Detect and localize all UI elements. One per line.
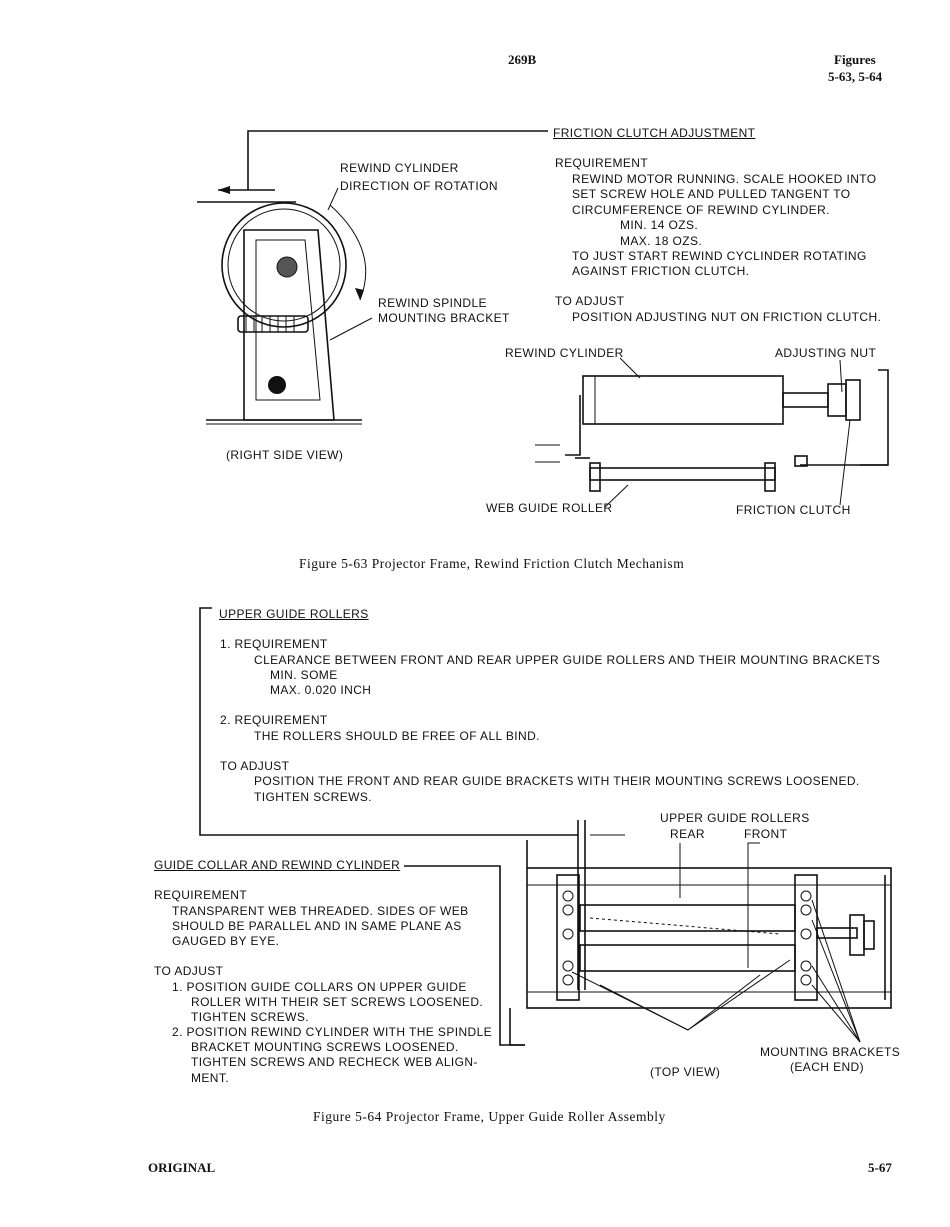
collar-requirement-line: SHOULD BE PARALLEL AND IN SAME PLANE AS	[172, 919, 462, 933]
label-web-guide-roller: WEB GUIDE ROLLER	[486, 501, 613, 515]
collar-requirement-label: REQUIREMENT	[154, 888, 248, 902]
figure-5-63-caption: Figure 5-63 Projector Frame, Rewind Friction Clutch Mechanism	[299, 556, 685, 571]
label-friction-clutch: FRICTION CLUTCH	[736, 503, 851, 517]
collar-step1-line: TIGHTEN SCREWS.	[191, 1010, 310, 1024]
label-rear: REAR	[670, 827, 705, 841]
upper-req1-label: 1. REQUIREMENT	[220, 637, 328, 651]
clutch-adjust-line: POSITION ADJUSTING NUT ON FRICTION CLUTCH.	[572, 310, 882, 324]
upper-req2-text: THE ROLLERS SHOULD BE FREE OF ALL BIND.	[254, 729, 540, 743]
collar-step2-line: TIGHTEN SCREWS AND RECHECK WEB ALIGN-	[191, 1055, 478, 1069]
label-rewind-cylinder-elevation: REWIND CYLINDER	[505, 346, 624, 360]
collar-step2-line: 2. POSITION REWIND CYLINDER WITH THE SPINDLE	[172, 1025, 493, 1039]
label-rewind-cylinder: REWIND CYLINDER	[340, 161, 459, 175]
label-adjusting-nut: ADJUSTING NUT	[775, 346, 877, 360]
clutch-requirement-line: CIRCUMFERENCE OF REWIND CYLINDER.	[572, 203, 830, 217]
upper-adjust-label: TO ADJUST	[220, 759, 290, 773]
collar-requirement-line: TRANSPARENT WEB THREADED. SIDES OF WEB	[172, 904, 469, 918]
clutch-max-value: MAX. 18 OZS.	[620, 234, 703, 248]
collar-step2-line: BRACKET MOUNTING SCREWS LOOSENED.	[191, 1040, 459, 1054]
clutch-section-title: FRICTION CLUTCH ADJUSTMENT	[553, 126, 756, 140]
footer-original: ORIGINAL	[148, 1160, 216, 1175]
label-mounting-brackets: MOUNTING BRACKETS	[760, 1045, 901, 1059]
collar-adjust-label: TO ADJUST	[154, 964, 224, 978]
collar-step1-line: 1. POSITION GUIDE COLLARS ON UPPER GUIDE	[172, 980, 467, 994]
upper-guide-section-title: UPPER GUIDE ROLLERS	[219, 607, 369, 621]
label-right-side-view: (RIGHT SIDE VIEW)	[226, 448, 344, 462]
label-front: FRONT	[744, 827, 788, 841]
upper-req1-max: MAX. 0.020 INCH	[270, 683, 372, 697]
clutch-start-line: TO JUST START REWIND CYCLINDER ROTATING	[572, 249, 867, 263]
figure-5-64-caption: Figure 5-64 Projector Frame, Upper Guide Roller Assembly	[313, 1109, 666, 1124]
upper-req2-label: 2. REQUIREMENT	[220, 713, 328, 727]
document-id: 269B	[508, 52, 537, 67]
upper-adjust-line: POSITION THE FRONT AND REAR GUIDE BRACKETS WITH THEIR MOUNTING SCREWS LOOSENED.	[254, 774, 860, 788]
footer-page-number: 5-67	[868, 1160, 892, 1175]
clutch-requirement-line: REWIND MOTOR RUNNING. SCALE HOOKED INTO	[572, 172, 877, 186]
figures-label: Figures	[834, 52, 876, 67]
collar-step2-line: MENT.	[191, 1071, 229, 1085]
collar-step1-line: ROLLER WITH THEIR SET SCREWS LOOSENED.	[191, 995, 484, 1009]
upper-req1-min: MIN. SOME	[270, 668, 338, 682]
label-upper-guide-rollers: UPPER GUIDE ROLLERS	[660, 811, 810, 825]
collar-requirement-line: GAUGED BY EYE.	[172, 934, 280, 948]
label-rewind-spindle: REWIND SPINDLE	[378, 296, 487, 310]
label-top-view: (TOP VIEW)	[650, 1065, 721, 1079]
upper-adjust-line: TIGHTEN SCREWS.	[254, 790, 373, 804]
label-direction-of-rotation: DIRECTION OF ROTATION	[340, 179, 498, 193]
clutch-min-value: MIN. 14 OZS.	[620, 218, 699, 232]
clutch-requirement-label: REQUIREMENT	[555, 156, 649, 170]
clutch-start-line: AGAINST FRICTION CLUTCH.	[572, 264, 750, 278]
figures-numbers: 5-63, 5-64	[828, 69, 883, 84]
upper-req1-text: CLEARANCE BETWEEN FRONT AND REAR UPPER GUIDE ROLLERS AND THEIR MOUNTING BRACKETS	[254, 653, 881, 667]
clutch-requirement-line: SET SCREW HOLE AND PULLED TANGENT TO	[572, 187, 851, 201]
label-mounting-bracket: MOUNTING BRACKET	[378, 311, 510, 325]
label-each-end: (EACH END)	[790, 1060, 865, 1074]
clutch-adjust-label: TO ADJUST	[555, 294, 625, 308]
collar-section-title: GUIDE COLLAR AND REWIND CYLINDER	[154, 858, 401, 872]
